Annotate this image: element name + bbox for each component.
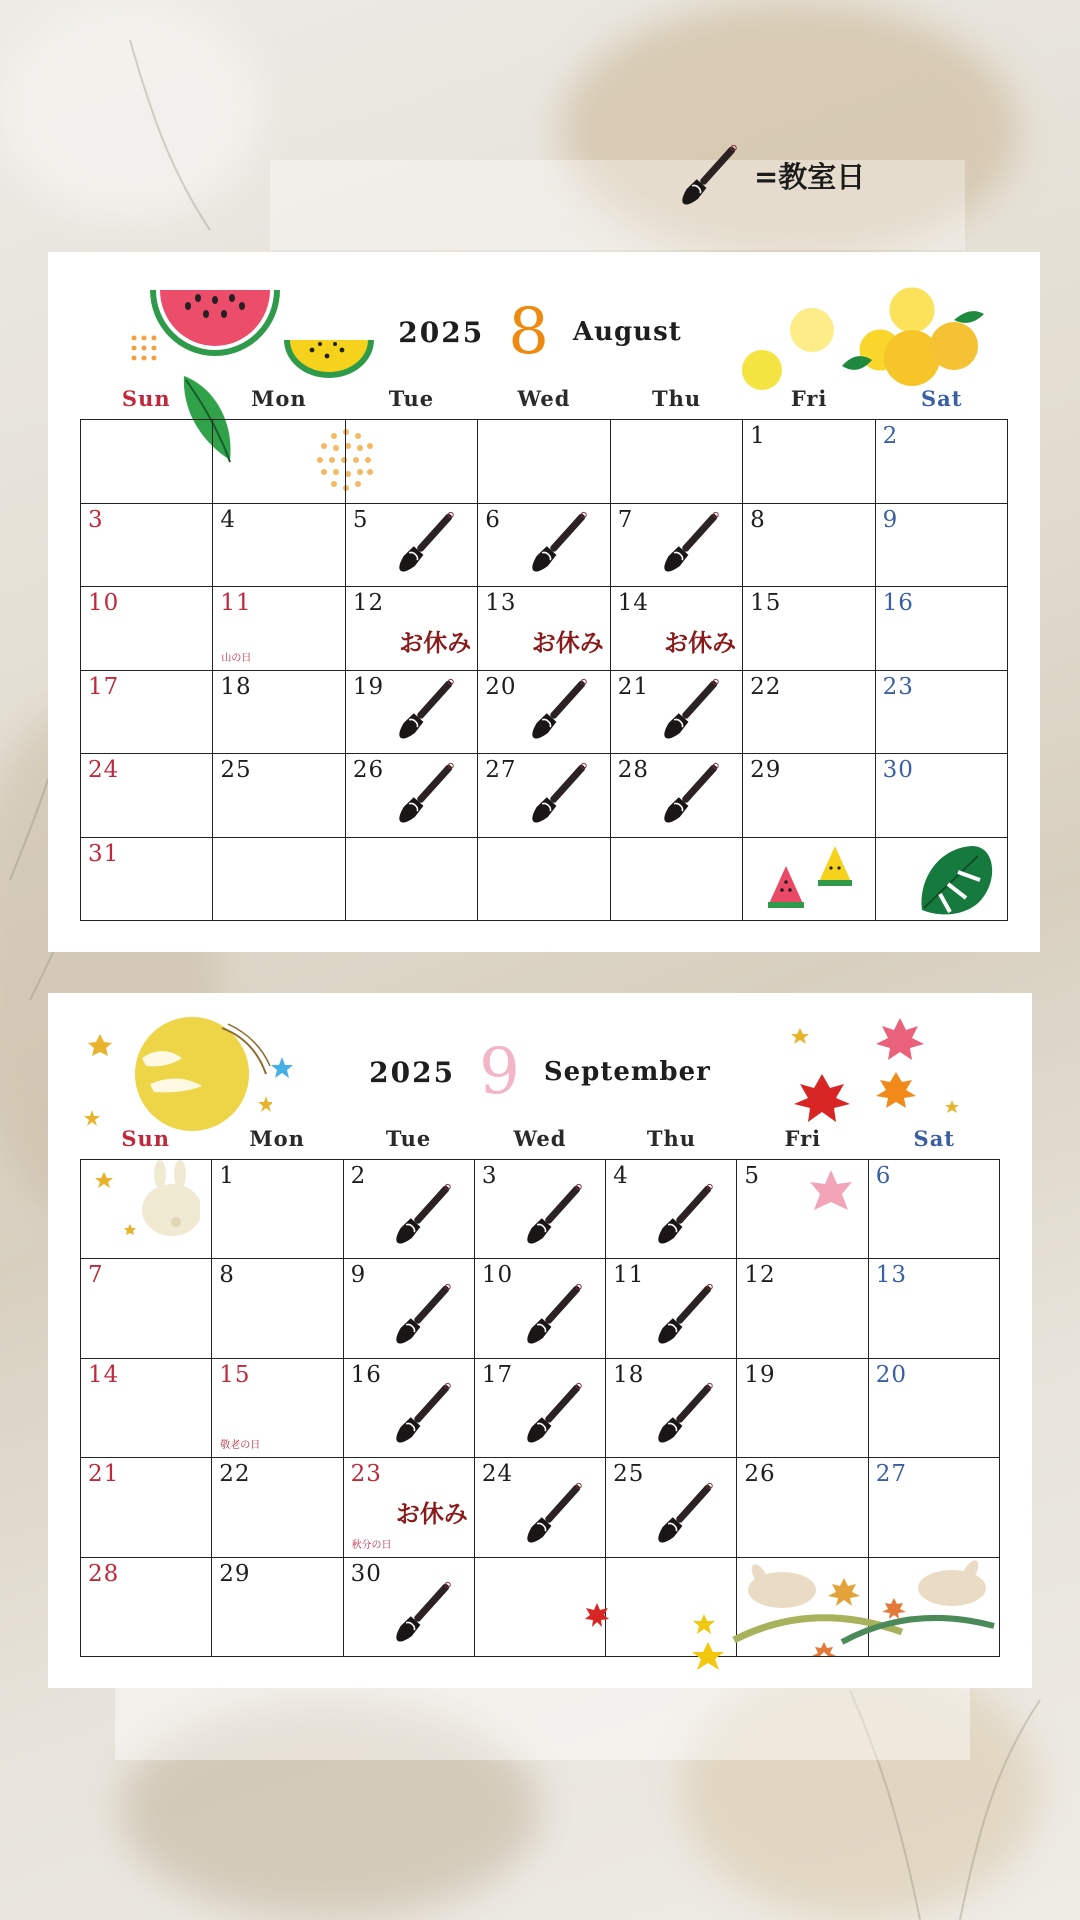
day-number: 29 (750, 757, 782, 783)
day-number: 22 (219, 1461, 251, 1488)
calendar-day-cell (81, 671, 213, 755)
day-number: 17 (88, 673, 120, 700)
calligraphy-brush-icon (652, 754, 732, 833)
holiday-label: 敬老の日 (220, 1440, 261, 1452)
day-number: 13 (485, 590, 517, 616)
day-number: 12 (352, 590, 385, 616)
calendar-day-cell (611, 754, 743, 838)
day-number: 31 (88, 840, 120, 867)
calendar-day-cell (876, 420, 1008, 504)
weekday-wed: Wed (517, 386, 571, 411)
calendar-day-cell (478, 671, 610, 755)
day-number: 29 (219, 1560, 251, 1587)
weekday-thu: Thu (651, 386, 702, 411)
calendar-day-cell (869, 1259, 1000, 1358)
day-number: 2 (882, 423, 899, 449)
red-maple-leaf-icon (584, 1602, 610, 1628)
day-number: 24 (88, 757, 120, 783)
calendar-day-cell (346, 587, 478, 671)
calendar-day-cell (475, 1458, 606, 1557)
calendar-empty-cell (478, 838, 610, 922)
calendar-day-cell (212, 1259, 343, 1358)
day-number: 4 (613, 1163, 629, 1189)
weekday-fri: Fri (790, 386, 828, 411)
day-number: 12 (744, 1262, 776, 1289)
day-number: 23 (882, 673, 914, 700)
legend-label: =教室日 (754, 159, 866, 194)
calendar-empty-cell (213, 420, 345, 504)
calendar-day-cell (876, 587, 1008, 671)
closed-label: お休み (395, 1499, 468, 1529)
weekday-tue: Tue (385, 1126, 432, 1151)
monstera-leaf-illustration (914, 840, 998, 920)
day-number: 23 (350, 1461, 382, 1488)
day-number: 17 (481, 1361, 514, 1388)
calligraphy-brush-icon (384, 1174, 464, 1254)
calendar-day-cell (876, 504, 1008, 588)
calendar-day-cell (81, 1259, 212, 1358)
day-number: 26 (352, 757, 385, 783)
calendar-day-cell (869, 1160, 1000, 1259)
calendar-day-cell (737, 1458, 868, 1557)
legend (670, 135, 865, 215)
calendar-day-cell (876, 754, 1008, 838)
weekday-sun: Sun (121, 1126, 171, 1151)
calendar-empty-cell (611, 838, 743, 922)
calendar-day-cell (81, 1359, 212, 1458)
calendar-day-cell (346, 671, 478, 755)
weekday-sun: Sun (121, 386, 171, 411)
month-number: 8 (508, 295, 549, 369)
calendar-day-cell (212, 1160, 343, 1259)
calendar-day-cell (475, 1259, 606, 1358)
closed-label: お休み (399, 628, 472, 657)
day-number: 8 (750, 506, 766, 533)
bottom-backdrop (115, 1688, 970, 1760)
august-weekday-header (80, 386, 1008, 414)
day-number: 20 (485, 673, 517, 700)
weekday-thu: Thu (646, 1126, 696, 1151)
calendar-day-cell (213, 754, 345, 838)
calligraphy-brush-icon (646, 1274, 726, 1354)
day-number: 5 (744, 1163, 761, 1189)
calendar-day-cell (81, 1558, 212, 1657)
day-number: 10 (481, 1262, 514, 1289)
august-title (340, 294, 740, 370)
calligraphy-brush-icon (646, 1473, 726, 1553)
day-number: 1 (750, 423, 766, 449)
lemon-cluster-illustration (732, 280, 992, 400)
day-number: 18 (613, 1361, 645, 1388)
calendar-day-cell (478, 504, 610, 588)
calligraphy-brush-icon (652, 671, 732, 750)
weekday-wed: Wed (513, 1126, 567, 1151)
calendar-day-cell (869, 1359, 1000, 1458)
september-weekday-header (80, 1126, 1000, 1154)
day-number: 7 (88, 1262, 104, 1289)
calendar-day-cell (344, 1359, 475, 1458)
day-number: 15 (750, 590, 782, 616)
calendar-empty-cell (81, 420, 213, 504)
calendar-day-cell (611, 671, 743, 755)
day-number: 22 (750, 673, 782, 700)
calendar-empty-cell (743, 838, 875, 922)
day-number: 21 (617, 673, 649, 700)
calligraphy-brush-icon (515, 1373, 595, 1453)
day-number: 11 (613, 1262, 645, 1289)
calendar-day-cell (81, 754, 213, 838)
day-number: 5 (352, 506, 369, 533)
calligraphy-brush-icon (387, 754, 467, 833)
calendar-day-cell (212, 1359, 343, 1458)
weekday-sat: Sat (920, 386, 963, 411)
rabbit-illustration (90, 1160, 200, 1244)
moon-rabbits-grass-illustration (732, 1556, 1000, 1656)
calligraphy-brush-icon (384, 1572, 464, 1652)
calendar-day-cell (344, 1558, 475, 1657)
calendar-day-cell (213, 504, 345, 588)
calendar-empty-cell (213, 838, 345, 922)
day-number: 3 (481, 1163, 498, 1189)
calligraphy-brush-icon (515, 1473, 595, 1553)
calendar-day-cell (743, 754, 875, 838)
calendar-day-cell (475, 1359, 606, 1458)
day-number: 14 (617, 590, 649, 616)
calendar-day-cell (606, 1458, 737, 1557)
calendar-day-cell (344, 1259, 475, 1358)
calendar-empty-cell (346, 420, 478, 504)
calendar-day-cell (743, 504, 875, 588)
month-name: September (543, 1057, 711, 1087)
calendar-empty-cell (611, 420, 743, 504)
day-number: 20 (875, 1361, 907, 1388)
day-number: 13 (875, 1262, 907, 1289)
calendar-day-cell (478, 587, 610, 671)
september-title (330, 1034, 750, 1110)
day-number: 2 (350, 1163, 367, 1189)
day-number: 30 (350, 1560, 382, 1587)
day-number: 11 (220, 590, 252, 616)
day-number: 16 (882, 590, 914, 616)
calendar-day-cell (743, 587, 875, 671)
month-year: 2025 (369, 1055, 456, 1089)
weekday-sat: Sat (913, 1126, 956, 1151)
month-name: August (572, 317, 682, 347)
yellow-stars-illustration (688, 1612, 728, 1674)
calendar-day-cell (606, 1259, 737, 1358)
closed-label: お休み (531, 628, 604, 657)
day-number: 19 (744, 1361, 776, 1388)
day-number: 19 (352, 673, 385, 700)
calendar-day-cell (478, 754, 610, 838)
maple-leaves-illustration (786, 1016, 966, 1126)
watermelon-wedge-illustration (766, 864, 806, 910)
calligraphy-brush-icon (387, 504, 467, 583)
calendar-day-cell (611, 504, 743, 588)
calligraphy-brush-icon (520, 754, 600, 833)
calendar-day-cell (869, 1458, 1000, 1557)
day-number: 7 (617, 506, 634, 533)
closed-label: お休み (664, 628, 737, 657)
august-date-grid (80, 419, 1008, 921)
calligraphy-brush-icon (646, 1373, 726, 1453)
calendar-day-cell (344, 1160, 475, 1259)
day-number: 4 (220, 506, 237, 533)
day-number: 28 (88, 1560, 120, 1587)
yellow-watermelon-wedge-illustration (816, 844, 854, 888)
calendar-day-cell (876, 671, 1008, 755)
calendar-day-cell (475, 1160, 606, 1259)
calendar-day-cell (344, 1458, 475, 1557)
day-number: 8 (219, 1262, 235, 1289)
day-number: 27 (485, 757, 517, 783)
calendar-empty-cell (346, 838, 478, 922)
watermelon-slice-illustration (148, 288, 282, 360)
weekday-mon: Mon (251, 386, 307, 411)
calendar-day-cell (606, 1160, 737, 1259)
calendar-day-cell (212, 1458, 343, 1557)
day-number: 1 (219, 1163, 235, 1189)
blue-star-icon (270, 1056, 294, 1080)
calligraphy-brush-icon (652, 504, 732, 583)
full-moon-illustration (82, 1014, 272, 1138)
day-number: 25 (220, 757, 252, 783)
calendar-day-cell (611, 587, 743, 671)
weekday-fri: Fri (784, 1126, 822, 1151)
calendar-day-cell (81, 838, 213, 922)
weekday-mon: Mon (249, 1126, 305, 1151)
day-number: 3 (88, 506, 104, 533)
orange-dots-illustration (128, 332, 164, 368)
calendar-day-cell (81, 1458, 212, 1557)
month-number: 9 (479, 1035, 520, 1109)
day-number: 6 (875, 1163, 892, 1189)
calligraphy-brush-icon (646, 1174, 726, 1254)
day-number: 24 (481, 1461, 514, 1488)
calendar-day-cell (346, 754, 478, 838)
day-number: 30 (882, 757, 914, 783)
day-number: 9 (882, 506, 899, 533)
day-number: 10 (88, 590, 120, 616)
calendar-day-cell (81, 587, 213, 671)
day-number: 16 (350, 1361, 382, 1388)
calendar-day-cell (743, 671, 875, 755)
calendar-day-cell (213, 587, 345, 671)
calligraphy-brush-icon (515, 1174, 595, 1254)
calendar-empty-cell (478, 420, 610, 504)
calendar-day-cell (737, 1359, 868, 1458)
day-number: 18 (220, 673, 252, 700)
day-number: 25 (613, 1461, 645, 1488)
calligraphy-brush-icon (520, 671, 600, 750)
day-number: 14 (88, 1361, 120, 1388)
day-number: 21 (88, 1461, 120, 1488)
pink-flower-icon (808, 1168, 854, 1214)
calligraphy-brush-icon (384, 1274, 464, 1354)
holiday-label: 秋分の日 (351, 1539, 392, 1551)
calendar-day-cell (606, 1359, 737, 1458)
calendar-day-cell (212, 1558, 343, 1657)
weekday-tue: Tue (388, 386, 435, 411)
calligraphy-brush-icon (387, 671, 467, 750)
day-number: 9 (350, 1262, 367, 1289)
calendar-day-cell (81, 504, 213, 588)
day-number: 28 (617, 757, 649, 783)
calendar-day-cell (737, 1259, 868, 1358)
calligraphy-brush-icon (520, 504, 600, 583)
day-number: 6 (485, 506, 501, 533)
calligraphy-brush-icon (515, 1274, 595, 1354)
calendar-day-cell (743, 420, 875, 504)
day-number: 26 (744, 1461, 776, 1488)
calligraphy-brush-icon (384, 1373, 464, 1453)
month-year: 2025 (398, 315, 485, 349)
calendar-day-cell (213, 671, 345, 755)
day-number: 27 (875, 1461, 907, 1488)
calligraphy-brush-icon (670, 135, 750, 215)
calendar-day-cell (346, 504, 478, 588)
day-number: 15 (219, 1361, 251, 1388)
holiday-label: 山の日 (221, 652, 252, 664)
